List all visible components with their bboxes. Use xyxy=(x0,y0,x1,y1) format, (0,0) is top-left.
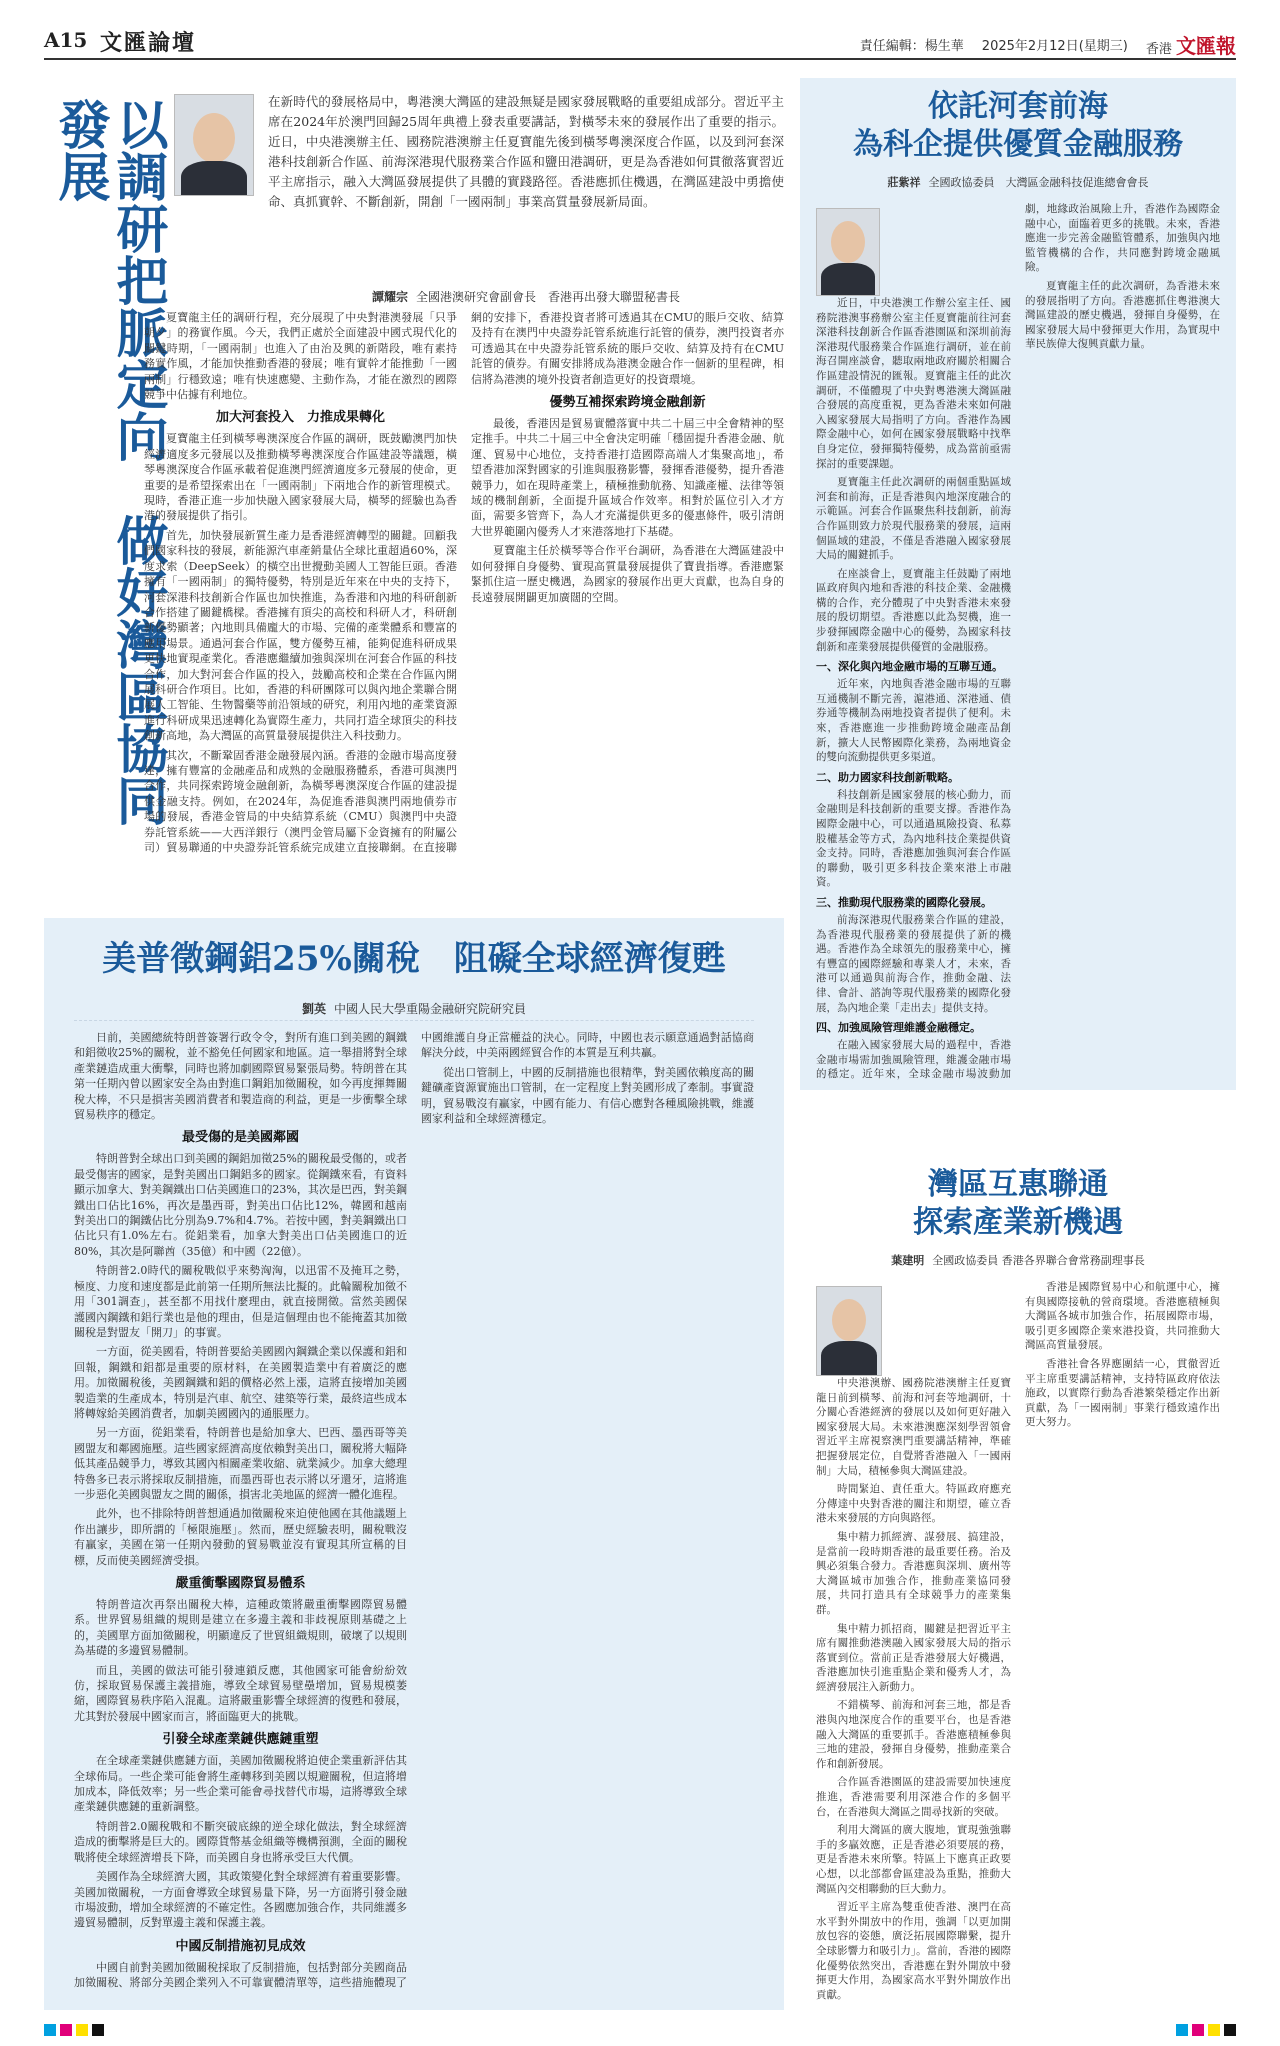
paragraph: 時間緊迫、責任重大。特區政府應充分傳達中央對香港的關注和期望，確立香港未來發展的方向與路徑。 xyxy=(816,1483,1011,1525)
paragraph: 在座談會上，夏寶龍主任鼓勵了兩地區政府與內地和香港的科技企業、金融機構的合作，充分體現了中央對香港未來發展的殷切期望。香港應以此為契機，進一步發揮國際金融中心的優勢，為國家科技創新和產業發展提供優質的金融服務。 xyxy=(816,567,1011,653)
paragraph: 夏寶龍主任於橫琴等合作平台調研，為香港在大灣區建設中如何發揮自身優勢、實現高質量發展提供了寶貴指導。香港應緊緊抓住這一歷史機遇，為國家的發展作出更大貢獻，也為自身的長遠發展開闢更加廣闊的空間。 xyxy=(471,544,784,604)
paragraph: 特朗普2.0時代的關稅戰似乎來勢洶洶，以迅雷不及掩耳之勢，極度、力度和速度都是此前第一任期所無法比擬的。此輪關稅加徵不用「301調查」，甚至都不用找什麼理由，就直接開徵。當然美國保護國內鋼鐵和鋁行業也是他的理由，但是這個理由也不能掩蓋其加徵關稅是對盟友「開刀」的事實。 xyxy=(74,1264,407,1339)
paragraph: 最後，香港因是貿易實體落實中共二十屆三中全會精神的堅定推手。中共二十屆三中全會決定明確「穩固提升香港金融、航運、貿易中心地位，支持香港打造國際高端人才集聚高地」，希望香港加深對國家的引進與服務影響，發揮香港優勢，提升香港競爭力，如在現時產業上，積極推動航務、知識產權、法律等領域的機制創新，全面提升區域合作效率。相對於區位引入才方面，需要多管齊下，為人才充滿提供更多的優惠條件，吸引清朗大世界範圍內優秀人才來港落地打下基礎。 xyxy=(471,417,784,538)
divider xyxy=(74,1020,754,1021)
article-4-byline xyxy=(800,1252,1236,1268)
page-header xyxy=(0,0,1280,64)
article-1-title: 以調研把脈定向 做好灣區協同發展 xyxy=(49,98,168,826)
paragraph: 香港社會各界應團結一心，貫徹習近平主席重要講話精神，支持特區政府依法施政，以實際行動為香港繁榮穩定作出新貢獻，為「一國兩制」事業行穩致遠作出更大努力。 xyxy=(1025,1357,1220,1429)
paragraph: 在全球產業鏈供應鏈方面，美國加徵關稅將迫使企業重新評估其全球佈局。一些企業可能會將生產轉移到美國以規避關稅，但這將增加成本，降低效率；另一些企業可能會尋找替代市場，這將導致全球產業鏈供應鏈的重新調整。 xyxy=(74,1754,407,1814)
article-1-byline xyxy=(268,288,784,305)
article-2-title: 美普徵鋼鋁25%關稅 阻礙全球經濟復甦 xyxy=(102,939,726,979)
paragraph: 夏寶龍主任到橫琴粵澳深度合作區的調研，既鼓勵澳門加快經濟適度多元發展以及推動橫琴粵澳深度合作區建設等議題，橫琴粵澳深度合作區承載着促進澳門經濟適度多元發展的使命，更重要的是希望探索出在「一國兩制」下兩地合作的新管理模式。現時，香港正進一步加快融入國家發展大局，橫琴的經驗也為香港的發展提供了指引。 xyxy=(144,432,457,523)
author-title: 全國政協委員 大灣區金融科技促進總會會長 xyxy=(928,176,1149,189)
paragraph: 夏寶龍主任的此次調研，為香港未來的發展指明了方向。香港應抓住粵港澳大灣區建設的歷史機遇，發揮自身優勢，在國家發展大局中發揮更大作用，為實現中華民族偉大復興貢獻力量。 xyxy=(1025,279,1220,351)
article-2 xyxy=(44,918,784,2010)
paragraph: 特朗普2.0關稅戰和不斷突破底線的逆全球化做法，對全球經濟造成的衝擊將是巨大的。國際貨幣基金組織等機構預測，全面的關稅戰將使全球經濟增長下降，而美國自身也將承受巨大代價。 xyxy=(74,1819,407,1864)
paragraph: 不錯橫琴、前海和河套三地，都是香港與內地深度合作的重要平台，也是香港融入大灣區的重要抓手。香港應積極參與三地的建設，發揮自身優勢，推動產業合作和創新發展。 xyxy=(816,1699,1011,1770)
page-number: A15 xyxy=(44,28,88,52)
subheading: 二、助力國家科技創新戰略。 xyxy=(816,770,959,784)
author-title: 中國人民大學重陽金融研究院研究員 xyxy=(334,1002,527,1016)
paragraph: 夏寶龍主任此次調研的兩個重點區域河套和前海，正是香港與內地深度融合的示範區。河套合作區聚焦科技創新，前海合作區則致力於現代服務業的發展，這兩個區域的建設，不僅是香港融入國家發展大局的關鍵抓手。 xyxy=(816,476,1011,562)
paragraph: 從出口管制上，中國的反制措施也很精準，對美國依賴度高的關鍵礦產資源實施出口管制，在一定程度上對美國形成了牽制。事實證明，貿易戰沒有贏家，中國有能力、有信心應對各種風險挑戰，維護國家利益和全球經濟穩定。 xyxy=(421,1065,754,1126)
paragraph: 日前，美國總統特朗普簽署行政令令，對所有進口到美國的鋼鐵和鋁徵收25%的關稅，並不豁免任何國家和地區。這一舉措將對全球產業鏈造成重大衝擊，同時也將加劇國際貿易緊張局勢。特朗普在其第一任期內曾以國家安全為由對進口鋼鋁加徵關稅，如今再度揮舞關稅大棒，不只是損害美國消費者和製造商的利益，更是一步衝擊全球貿易秩序的穩定。 xyxy=(74,1031,407,1122)
article-3-body xyxy=(816,202,1220,1082)
paragraph: 而且，美國的做法可能引發連鎖反應，其他國家可能會紛紛效仿，採取貿易保護主義措施，導致全球貿易壁壘增加，貿易規模萎縮，國際貿易秩序陷入混亂。這將嚴重影響全球經濟的復甦和發展，尤其對於發展中國家而言，將面臨更大的挑戰。 xyxy=(74,1663,407,1723)
subheading: 一、深化與內地金融市場的互聯互通。 xyxy=(816,660,1003,674)
subheading: 加大河套投入 力推成果轉化 xyxy=(215,410,385,426)
article-2-body xyxy=(74,1030,754,1998)
paragraph: 首先，加快發展新質生產力是香港經濟轉型的關鍵。回顧我們國家科技的發展，新能源汽車產銷量佔全球比重超過60%，深度求索（DeepSeek）的橫空出世攪動美國人工智能巨頭。香港擁有「一國兩制」的獨特優勢，特別是近年來在中央的支持下，河套深港科技創新合作區也加快推進，為香港和內地的科研創新合作搭建了關鍵橋樑。香港擁有頂尖的高校和科研人才，科研創新優勢顯著；內地則具備龐大的市場、完備的產業體系和豐富的應用場景。通過河套合作區，雙方優勢互補，能夠促進科研成果更快地實現產業化。香港應繼續加強與深圳在河套合作區的科技合作，加大對河套合作區的投入，鼓勵高校和企業在合作區內開展科研合作項目。比如，香港的科研團隊可以與內地企業聯合開展人工智能、生物醫藥等前沿領域的研究，利用內地的產業資源進行科研成果迅速轉化為實際生產力，共同打造全球頂尖的科技創新高地，為大灣區的高質量發展提供注入科技動力。 xyxy=(144,528,457,743)
paragraph: 中國自前對美國加徵關稅採取了反制措施，包括對部分美國商品加徵關稅、將部分美國企業列入不可靠實體清單等，這些措施體現了中國維護自身正當權益的決心。同時，中國也表示願意通過對話協商解決分歧，中美兩國經貿合作的本質是互利共贏。 xyxy=(74,1031,754,1990)
paragraph: 前海深港現代服務業合作區的建設，為香港現代服務業的發展提供了新的機遇。香港作為全球領先的服務業中心，擁有豐富的國際經驗和專業人才，未來，香港可以通過與前海合作，推動金融、法律、會計、諮詢等現代服務業的國際化發展，為內地企業「走出去」提供支持。 xyxy=(816,913,1011,1014)
article-2-byline xyxy=(44,1000,784,1017)
author-name: 劉英 xyxy=(301,1002,326,1016)
author-title: 全國政協委員 香港各界聯合會常務副理事長 xyxy=(932,1254,1145,1267)
paragraph: 近年來，內地與香港金融市場的互聯互通機制不斷完善，滬港通、深港通、債券通等機制為兩地投資者提供了便利。未來，香港應進一步推動跨境金融產品創新，擴大人民幣國際化業務，為兩地資金的雙向流動提供更多渠道。 xyxy=(816,678,1011,764)
paragraph: 一方面，從美國看，特朗普要給美國國內鋼鐵企業以保護和鋁和回報，鋼鐵和鋁都是重要的原材料，在美國製造業中有着廣泛的應用。加徵關稅後，美國鋼鐵和鋁的價格必然上漲，這將直接增加美國製造業的生產成本，特別是汽車、航空、建築等行業，最終這些成本將轉嫁給美國消費者，加劇美國國內的通脹壓力。 xyxy=(74,1345,407,1420)
print-color-bar-right xyxy=(1176,2024,1236,2036)
paragraph: 合作區香港園區的建設需要加快速度推進，香港需要利用深港合作的多個平台，在香港與大灣區之間尋找新的突破。 xyxy=(816,1776,1011,1818)
print-color-bar-left xyxy=(44,2024,104,2036)
editor-credit: 責任編輯：楊生華 xyxy=(859,39,964,54)
article-1-body xyxy=(144,310,784,866)
subheading: 四、加強風險管理維護金融穩定。 xyxy=(816,1021,981,1035)
title-line-2: 探索產業新機遇 xyxy=(913,1205,1123,1240)
paragraph: 夏寶龍主任的調研行程，充分展現了中央對港澳發展「只爭朝夕」的務實作風。今天，我們正處於全面建設中國式現代化的關鍵時期，「一國兩制」也進入了由治及興的新階段，唯有素持務實作風，才能加快推動香港的發展；唯有實幹才能推動「一國兩制」行穩致遠；唯有快速應變、主動作為，才能在激烈的國際競爭中佔據有利地位。 xyxy=(144,311,457,402)
paragraph: 美國作為全球經濟大國，其政策變化對全球經濟有着重要影響。美國加徵關稅，一方面會導致全球貿易量下降，另一方面將引發金融市場波動，增加全球經濟的不確定性。各國應加強合作，共同維護多邊貿易體制，反對單邊主義和保護主義。 xyxy=(74,1870,407,1930)
paragraph: 另一方面，從鋁業看，特朗普也是給加拿大、巴西、墨西哥等美國盟友和鄰國施壓。這些國家經濟高度依賴對美出口，關稅將大幅降低其產品競爭力，導致其國內相關產業收縮、就業減少。加拿大總理特魯多已表示將採取反制措施，而墨西哥也表示將以牙還牙，這將進一步惡化美國與盟友之間的關係，損害北美地區的經濟一體化進程。 xyxy=(74,1426,407,1501)
article-3-title xyxy=(800,88,1236,164)
publication-date: 2025年2月12日(星期三) xyxy=(981,39,1128,54)
paper-region: 香港 xyxy=(1145,42,1172,57)
paragraph: 其次，不斷鞏固香港金融發展內涵。香港的金融市場高度發達，擁有豐富的金融產品和成熟的金融服務體系，香港可與澳門合作，共同探索跨境金融創新，為橫琴粵澳深度合作區的建設提供金融支持。例如，在2024年，為促進香港與澳門兩地債券市場的發展，香港金管局的中央結算系統（CMU）與澳門中央證券託管系統——大西洋銀行（澳門金管局屬下金資擁有的附屬公司）貿易聯通的中央證券託管系統完成建立直接聯網。在直接聯網的安排下，香港投資者將可透過其在CMU的賬戶交收、結算及持有在澳門中央證券託管系統進行託管的債券，澳門投資者亦可透過其在中央證券託管系統的賬戶交收、結算及持有在CMU託管的債券。有關安排將成為港澳金融合作一個新的里程碑，相信將為港澳的境外投資者創造更好的投資環境。 xyxy=(144,311,784,854)
subheading: 三、推動現代服務業的國際化發展。 xyxy=(816,895,992,909)
subheading: 優勢互補探索跨境金融創新 xyxy=(549,395,706,411)
subheading: 嚴重衝擊國際貿易體系 xyxy=(175,1576,306,1591)
paragraph: 集中精力抓招商，關鍵是把習近平主席有關推動港澳融入國家發展大局的指示落實到位。當前正是香港發展大好機遇，香港應加快引進重點企業和優秀人才，為經濟發展注入新動力。 xyxy=(816,1622,1011,1693)
article-4-title xyxy=(800,1166,1236,1242)
paragraph: 利用大灣區的廣大腹地，實現強強聯手的多贏效應，正是香港必須要展的務，更是香港未來所擎。特區上下應真正政要心想，以北部都會區建設為重點，推動大灣區內交相聯動的巨大動力。 xyxy=(816,1824,1011,1895)
subheading: 引發全球產業鏈供應鏈重塑 xyxy=(162,1732,319,1748)
paragraph: 特朗普對全球出口到美國的鋼鋁加徵25%的關稅最受傷的，或者最受傷害的國家，是對美國出口鋼鋁多的國家。從鋼鐵來看，有資料顯示加拿大、對美鋼鐵出口佔美國進口的23%，其次是巴西，對美鋼鐵出口佔比16%，再次是墨西哥，對美出口佔比12%，韓國和越南對美出口的鋼鐵佔比分別為9.7%和4.7%。若按中國，對美鋼鐵出口佔比只有1.0%左右。從鋁業看，加拿大對美出口佔美國進口的近80%，其次是阿聯酋（35億）和中國（22億）。 xyxy=(74,1152,407,1258)
author-name: 譚耀宗 xyxy=(371,290,408,304)
author-name: 莊紫祥 xyxy=(887,176,921,189)
section-name: 文匯論壇 xyxy=(100,30,197,56)
title-line-1: 灣區互惠聯通 xyxy=(928,1167,1108,1202)
article-1 xyxy=(44,88,784,868)
author-photo-tan xyxy=(174,94,254,196)
paragraph: 習近平主席為雙重使香港、澳門在高水平對外開放中的作用，強調「以更加開放包容的姿態，廣泛拓展國際聯繫，提升全球影響力和吸引力」。當前，香港的國際化優勢依然突出，香港應在對外開放中發揮更大作用，為國家高水平對外開放作出貢獻。 xyxy=(816,1901,1011,2001)
subheading: 最受傷的是美國鄰國 xyxy=(181,1130,299,1146)
paragraph: 集中精力抓經濟、謀發展、搞建設，是當前一段時期香港的最重要任務。治及興必須集合發力。香港應與深圳、廣州等大灣區城市加強合作，推動產業協同發展，共同打造具有全球競爭力的產業集群。 xyxy=(816,1530,1011,1616)
paragraph: 近日，中央港澳工作辦公室主任、國務院港澳事務辦公室主任夏寶龍前往河套深港科技創新合作區香港園區和深圳前海深港現代服務業合作區進行調研，並在前海召開座談會，聽取兩地政府關於相關合作區建設情況的匯報。夏寶龍主任的此次調研，不僅體現了中央對粵港澳大灣區融合發展的高度重視，更為香港未來如何融入國家發展大局指明了方向。香港作為國際金融中心，如何在國家發展戰略中找準自身定位，發揮獨特優勢，成為當前亟需探討的重要課題。 xyxy=(816,297,1011,470)
article-3-byline xyxy=(800,174,1236,190)
paragraph: 在融入國家發展大局的過程中，香港金融市場需加強風險管理，維護金融市場的穩定。近年來，全球金融市場波動加劇，地緣政治風險上升，香港作為國際金融中心，面臨着更多的挑戰。未來，香港應進一步完善金融監管體系，加強與內地監管機構的合作，共同應對跨境金融風險。 xyxy=(816,203,1220,1081)
paragraph: 中央港澳辦、國務院港澳辦主任夏寶龍日前到橫琴、前海和河套等地調研，十分關心香港經濟的發展以及如何更好融入國家發展大局。未來港澳應深刻學習領會習近平主席視察澳門重要講話精神，準確把握發展定位，自覺將香港融入「一國兩制」大局，積極參與大灣區建設。 xyxy=(816,1377,1011,1477)
paragraph: 香港是國際貿易中心和航運中心，擁有與國際接軌的營商環境。香港應積極與大灣區各城市加強合作，拓展國際市場，吸引更多國際企業來港投資，共同推動大灣區高質量發展。 xyxy=(1025,1281,1220,1352)
paragraph: 特朗普這次再祭出關稅大棒，這種政策將嚴重衝擊國際貿易體系。世界貿易組織的規則是建立在多邊主義和非歧視原則基礎之上的，美國單方面加徵關稅，明顯違反了世貿組織規則，破壞了以規則為基礎的多邊貿易體制。 xyxy=(74,1598,407,1658)
newspaper-logo: 文匯報 xyxy=(1176,34,1236,58)
author-title: 全國港澳研究會副會長 香港再出發大聯盟秘書長 xyxy=(416,290,681,304)
title-line-2: 為科企提供優質金融服務 xyxy=(853,127,1183,162)
article-4 xyxy=(800,1100,1236,2010)
title-line-1: 依託河套前海 xyxy=(928,89,1108,124)
article-1-intro: 在新時代的發展格局中，粵港澳大灣區的建設無疑是國家發展戰略的重要組成部分。習近平主席在2024年於澳門回歸25周年典禮上發表重要講話，對橫琴未來的發展作出了重要的指示。近日，中央港澳辦主任、國務院港澳辦主任夏寶龍先後到橫琴粵澳深度合作區，以及到河套深港科技創新合作區、前海深港現代服務業合作區和鹽田港調研，更是為香港如何貫徹落實習近平主席指示，融入大灣區發展提供了具體的實踐路徑。香港應抓住機遇，在灣區建設中勇擔使命、真抓實幹、不斷創新，開創「一國兩制」事業高質量發展新局面。 xyxy=(268,94,784,209)
photo-spacer xyxy=(816,1280,1011,1376)
article-3 xyxy=(800,78,1236,1090)
paragraph: 科技創新是國家發展的核心動力，而金融則是科技創新的重要支撐。香港作為國際金融中心，可以通過風險投資、私募股權基金等方式，為內地科技企業提供資金支持。同時，香港應加強與河套合作區的聯動，吸引更多科技企業來港上市融資。 xyxy=(816,788,1011,889)
author-name: 葉建明 xyxy=(891,1254,925,1267)
photo-spacer xyxy=(816,202,1011,296)
article-4-body xyxy=(816,1280,1220,2004)
paragraph: 此外，也不排除特朗普想通過加徵關稅來迫使他國在其他議題上作出讓步，即所謂的「極限施壓」。然而，歷史經驗表明，關稅戰沒有贏家，美國在第一任期內發動的貿易戰並沒有實現其所宣稱的目標，反而使美國經濟受損。 xyxy=(74,1507,407,1567)
header-meta xyxy=(860,30,1236,59)
header-rule xyxy=(44,58,1236,60)
subheading: 中國反制措施初見成效 xyxy=(175,1938,306,1954)
